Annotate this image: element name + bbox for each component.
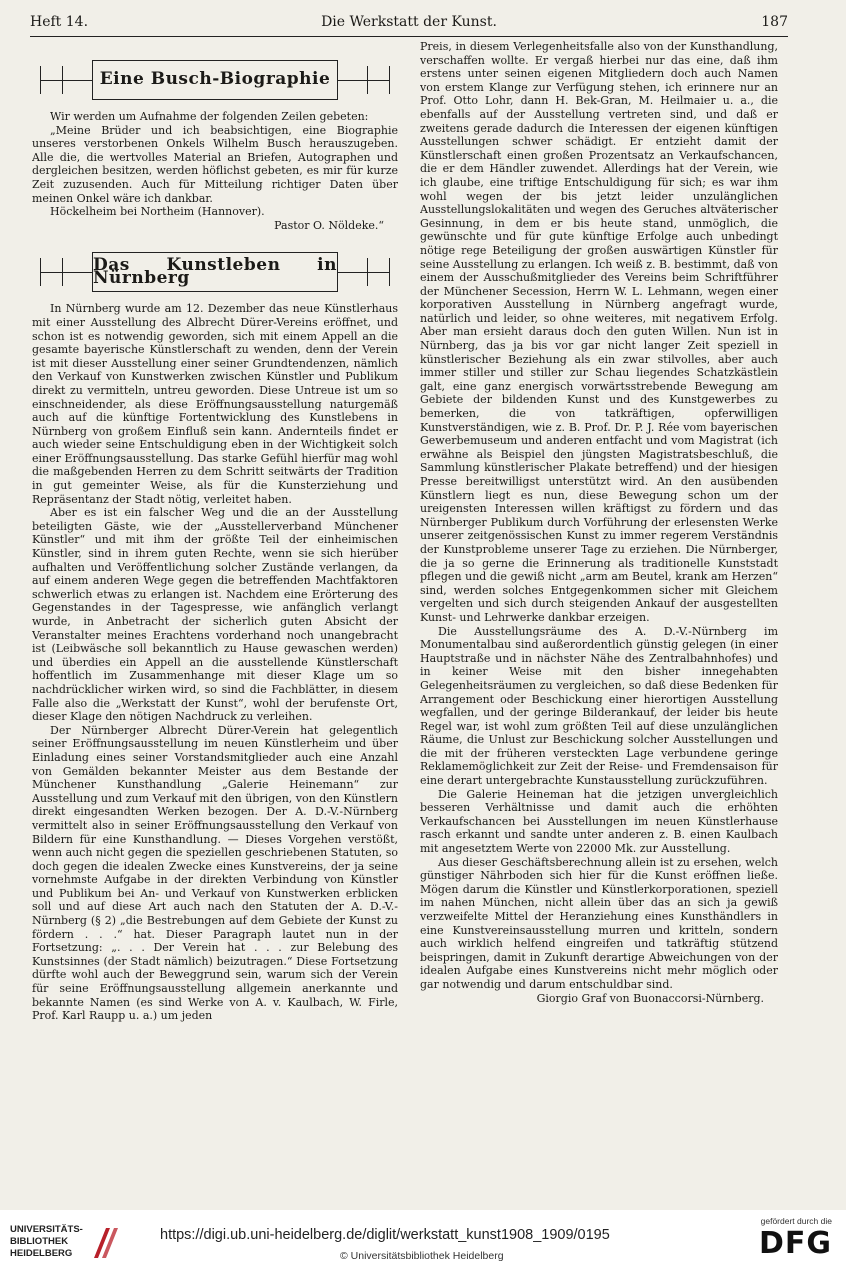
heading-busch-biographie: Eine Busch-Biographie (99, 69, 331, 90)
copyright-notice: © Universitätsbibliothek Heidelberg (340, 1250, 504, 1262)
funded-by-label: gefördert durch die (760, 1216, 832, 1226)
right-column (420, 40, 778, 1100)
article-paragraph: Aus dieser Geschäftsberechnung allein ist zu ersehen, welch günstiger Nährboden sich hier für die Kunst eröffnen ließe. Mögen darum die Künstler und Künstlerkorporationen, speziell im nahen München, nicht allein über das an sich ja gewiß verzweifelte Mittel der Heranziehung eines Kunsthändlers in eine Kunstvereinsausstellung murren und kritteln, sondern auch wirklich helfend eingreifen und tatkräftig stützend beispringen, damit in Zukunft derartige Abweichungen von der idealen Aufgabe eines Kunstvereins nicht mehr möglich oder gar notwendig und darum entschuldbar sind. (420, 855, 778, 991)
article-paragraph: Preis, in diesem Verlegenheitsfalle also von der Kunsthandlung, verschaffen wollte. Er vergaß hierbei nur das eine, daß ihm erstens unter seinen eigenen Mitgliedern doch auch Namen von erstem Klange zur Verfügung stehen, ich erinnere nur an Prof. Otto Lohr, dann H. Bek-Gran, M. Heilmaier u. a., die ebenfalls auf der Ausstellung vertreten sind, und daß er zweitens gerade dadurch die Interessen der eigenen künftigen Ausstellungen schwer schädigt. Er entzieht damit der Künstlerschaft einen großen Prozentsatz an Verkaufschancen, die er dem Händler zuwendet. Allerdings hat der Verein, wie ich glaube, eine triftige Entschuldigung für sich; es war ihm wohl wegen der bis jetzt leider unzulänglichen Ausstellungslokalitäten und wegen des Geruches altväterischer Gesinnung, in dem er bis heute stand, unmöglich, die gewünschte und für gute künftige Erfolge auch unbedingt nötige rege Beteiligung der großen auswärtigen Künstler für seine Ausstellung zu erlangen. Ich weiß z. B. bestimmt, daß von einem der Ausschußmitglieder des Vereins beim Schriftführer der Münchener Secession, Herrn W. L. Lehmann, wegen einer korporativen Ausstellung in Nürnberg angefragt wurde, natürlich und leider, so ohne weiteres, mit negativem Erfolg. Aber man ersieht daraus doch den guten Willen. Nun ist in Nürnberg, das ja bis vor gar nicht langer Zeit speziell in künstlerischer Beziehung als ein zwar stilvolles, aber auch immer stiller und stiller zur Schau liegendes Schatzkästlein galt, eine ganz energisch vorwärtsstrebende Bewegung am Gebiete der bildenden Kunst und des Kunstgewerbes zu bemerken, die von tatkräftigen, opferwilligen Kunstverständigen, wie z. B. Prof. Dr. P. J. Rée vom bayerischen Gewerbemuseum und anderen entfacht und vom Magistrat (ich erwähne als Beispiel den jüngsten Magistratsbeschluß, die Sammlung künstlerischer Plakate betreffend) und der hiesigen Presse bereitwilligst unterstützt wird. An den ausübenden Künstlern liegt es nun, diese Bewegung schon um der ureigensten Interessen willen kräftigst zu fördern und das Nürnberger Publikum durch Vorführung der erlesensten Werke unserer zeitgenössischen Kunst zu immer regerem Verständnis der Kunstprobleme unserer Tage zu erziehen. Die Nürnberger, die ja so gerne die Erinnerung als traditionelle Kunststadt pflegen und die gewiß nicht „arm am Beutel, krank am Herzen“ sind, werden solches Entgegenkommen sicher mit Gleichem vergelten und sich durch steigenden Ankauf der ausgestellten Kunst- und Lehrwerke dankbar erzeigen. (420, 40, 778, 624)
header-rule (30, 36, 788, 37)
letter-location: Höckelheim bei Northeim (Hannover). (50, 205, 265, 219)
left-column (32, 40, 398, 1100)
title-box-nuernberg (32, 252, 398, 292)
article-paragraph: Die Galerie Heineman hat die jetzigen unvergleichlich besseren Verhältnisse und damit auch die erhöhten Verkaufschancen bei Ausstellungen im neuen Künstlerhause rasch erkannt und sandte unter anderen z. B. einen Kaulbach mit angesetztem Werte von 22000 Mk. zur Ausstellung. (420, 787, 778, 856)
library-emblem-icon (92, 1224, 122, 1260)
article-paragraph: In Nürnberg wurde am 12. Dezember das neue Künstlerhaus mit einer Ausstellung des Albrecht Dürer-Vereins eröffnet, und schon ist es notwendig geworden, sich mit einem Appell an die gesamte bayerische Künstlerschaft zu wenden, denn der Verein ist mit dieser Ausstellung einer seiner Grundtendenzen, nämlich den Verkauf von Kunstwerken zwischen Künstler und Publikum direkt zu vermitteln, untreu geworden. Diese Untreue ist um so einschneidender, als diese Eröffnungsausstellung naturgemäß auch auf die künftige Fortentwicklung des Kunstlebens in Nürnberg von großem Einfluß sein kann. Andernteils findet er auch wieder seine Entschuldigung eben in der Wichtigkeit solch einer Eröffnungsausstellung. Das starke Gefühl hierfür mag wohl die maßgebenden Herren zu dem Schritt seitwärts der Tradition in gut gemeinter Weise, als für die Kunsterziehung und Repräsentanz der Stadt nötig, verleitet haben. (32, 302, 398, 506)
letter-signature: Pastor O. Nöldeke.“ (274, 218, 384, 232)
dfg-logo[interactable] (759, 1216, 832, 1261)
library-logo[interactable]: UNIVERSITÄTS- BIBLIOTHEK HEIDELBERG (10, 1224, 130, 1260)
permalink-url[interactable]: https://digi.ub.uni-heidelberg.de/diglit/werkstatt_kunst1908_1909/0195 (160, 1227, 610, 1243)
article-paragraph: Der Nürnberger Albrecht Dürer-Verein hat gelegentlich seiner Eröffnungsausstellung im neuen Künstlerheim und über Einladung eines seiner Vorstandsmitglieder auch eine Anzahl von Gemälden bekannter Meister aus dem Bestande der Münchener Kunsthandlung „Galerie Heinemann“ zur Ausstellung und zum Verkauf mit den übrigen, von den Künstlern direkt eingesandten Werken bezogen. Der A. D.-V.-Nürnberg vermittelt also in seiner Eröffnungsausstellung den Verkauf von Bildern für eine Kunsthandlung. — Dieses Vorgehen verstößt, wenn auch nicht gegen die speziellen geschriebenen Statuten, so doch gegen die idealen Zwecke eines Kunstvereins, der ja seine vornehmste Aufgabe in der direkten Verbindung von Künstler und Publikum bei An- und Verkauf von Kunstwerken erblicken soll und auf diese Art auch nach den Statuten der A. D.-V.-Nürnberg (§ 2) „die Bestrebungen auf dem Gebiete der Kunst zu fördern . . .“ hat. Dieser Paragraph lautet nun in der Fortsetzung: „. . . Der Verein hat . . . zur Belebung des Kunstsinnes (der Stadt nämlich) beizutragen.“ Diese Fortsetzung dürfte wohl auch der Beweggrund sein, warum sich der Verein für seine Eröffnungsausstellung allgemein anerkannte und bekannte Namen (es sind Werke von A. v. Kaulbach, W. Firle, Prof. Karl Raupp u. a.) um jeden (32, 723, 398, 1023)
intro-paragraph: Wir werden um Aufnahme der folgenden Zeilen gebeten: (50, 110, 369, 123)
article-signature: Giorgio Graf von Buonaccorsi-Nürnberg. (536, 991, 764, 1005)
viewer-footer (0, 1210, 846, 1274)
page-number: 187 (761, 14, 788, 30)
heading-kunstleben-nuernberg: Das Kunstleben in Nürnberg (93, 254, 337, 289)
title-box-busch (32, 60, 398, 100)
letter-paragraph: „Meine Brüder und ich beabsichtigen, eine Biographie unseres verstorbenen Onkels Wilhelm Busch herauszugeben. Alle die, die wertvolles Material an Briefen, Autographen und dergleichen besitzen, werden höflichst gebeten, es mir für kurze Zeit zuzusenden. Auch für Mitteilung richtiger Daten über meinen Onkel wäre ich dankbar. (32, 123, 398, 205)
issue-number: Heft 14. (30, 14, 89, 30)
article-paragraph: Die Ausstellungsräume des A. D.-V.-Nürnberg im Monumentalbau sind außerordentlich günstig gelegen (in einer Hauptstraße und in nächster Nähe des Zentralbahnhofes) und in keiner Weise mit den bisher innegehabten Gelegenheitsräumen zu vergleichen, so daß diese Bedenken für Arrangement oder Beschickung einer hierortigen Ausstellung wegfallen, und der geringe Bilderankauf, der leider bis heute Regel war, ist wohl zum größten Teil auf diese unzulänglichen Räume, die Unlust zur Beschickung solcher Ausstellungen und die mit der früheren versteckten Lage verbundene geringe Reklamemöglichkeit zur Zeit der Reise- und Fremdensaison für eine derart untergebrachte Kunstausstellung zurückzuführen. (420, 624, 778, 788)
article-paragraph: Aber es ist ein falscher Weg und die an der Ausstellung beteiligten Gäste, wie der „Ausstellerverband Münchener Künstler“ und mit ihm der größte Teil der einheimischen Künstler, sind in ihrem guten Rechte, wenn sie sich hierüber aufhalten und Veröffentlichung solcher Zustände verlangen, da auf einem anderen Wege gegen die betreffenden Machtfaktoren schwerlich etwas zu erlangen ist. Nachdem eine Erörterung des Gegenstandes in der Tagespresse, wie anfänglich verlangt wurde, in Anbetracht der sicherlich guten Absicht der Veranstalter meines Erachtens vorderhand noch unangebracht ist (Leibwäsche soll bekanntlich zu Hause gewaschen werden) und überdies ein Appell an die ausstellende Künstlerschaft hoffentlich im Zusammenhange mit dieser Klage um so nachdrücklicher wirken wird, so sind die Fachblätter, in diesem Falle also die „Werkstatt der Kunst“, wohl der berufenste Ort, dieser Klage den nötigen Nachdruck zu verleihen. (32, 506, 398, 724)
dfg-wordmark: DFG (758, 1226, 832, 1261)
journal-title: Die Werkstatt der Kunst. (321, 14, 497, 30)
running-header (30, 14, 788, 36)
